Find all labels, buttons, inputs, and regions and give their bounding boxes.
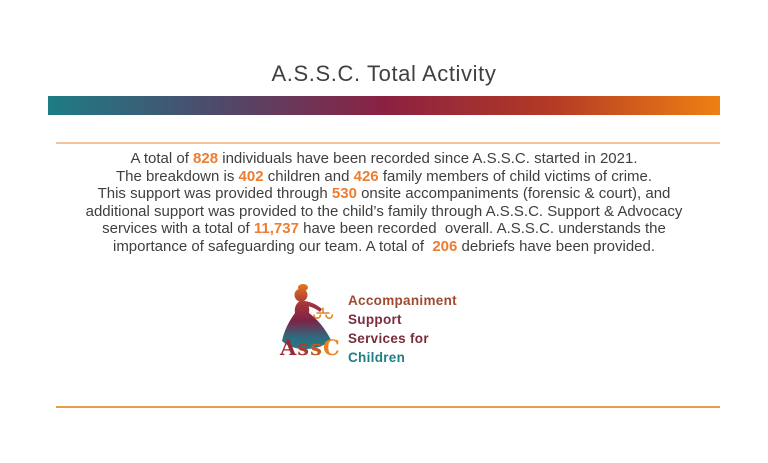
highlight-number: 828	[193, 150, 219, 167]
highlight-number: 206	[432, 237, 458, 255]
summary-line	[44, 185, 724, 203]
gradient-accent-bar	[48, 96, 720, 115]
text-segment: individuals have been recorded since A.S.S.C. started in 2021.	[218, 150, 638, 167]
text-segment: importance of safeguarding our team. A total of	[112, 237, 433, 255]
top-divider-line	[56, 142, 720, 144]
highlight-number: 426	[353, 167, 379, 185]
bottom-divider-line	[56, 406, 720, 408]
highlight-number: 11,737	[253, 220, 299, 237]
text-segment: additional support was provided to the child’s family through A.S.S.C. Support & Advocacy	[85, 202, 683, 220]
text-segment: The breakdown is	[115, 167, 239, 185]
summary-text	[44, 150, 724, 255]
wordmark-letter: A	[280, 335, 298, 360]
text-segment: debriefs have been provided.	[457, 237, 656, 255]
wordmark-letter: C	[322, 335, 341, 360]
summary-line	[44, 220, 724, 238]
assc-logo	[279, 283, 457, 367]
text-segment: A total of	[130, 150, 194, 167]
highlight-number: 530	[331, 185, 357, 202]
text-segment: onsite accompaniments (forensic & court), and	[356, 185, 671, 202]
summary-line	[44, 150, 724, 168]
highlight-number: 402	[238, 167, 264, 185]
summary-line	[44, 238, 724, 256]
page-title: A.S.S.C. Total Activity	[271, 61, 497, 86]
wordmark-letter: s	[310, 335, 323, 360]
wordmark-letter: s	[297, 335, 311, 360]
summary-line	[44, 168, 724, 186]
logo-text-line: Support	[348, 312, 402, 327]
text-segment: children and	[263, 167, 354, 185]
text-segment: family members of child victims of crime.	[378, 167, 653, 185]
text-segment: services with a total of	[102, 220, 254, 237]
logo-figure	[279, 283, 341, 358]
logo-text	[348, 283, 457, 367]
logo-text-line: Children	[348, 350, 406, 365]
logo-wordmark	[280, 337, 341, 358]
logo-text-line: Accompaniment	[348, 293, 457, 308]
summary-line	[44, 203, 724, 221]
logo-text-line: Services for	[348, 331, 429, 346]
text-segment: This support was provided through	[97, 185, 332, 202]
text-segment: have been recorded overall. A.S.S.C. understands the	[298, 220, 666, 237]
